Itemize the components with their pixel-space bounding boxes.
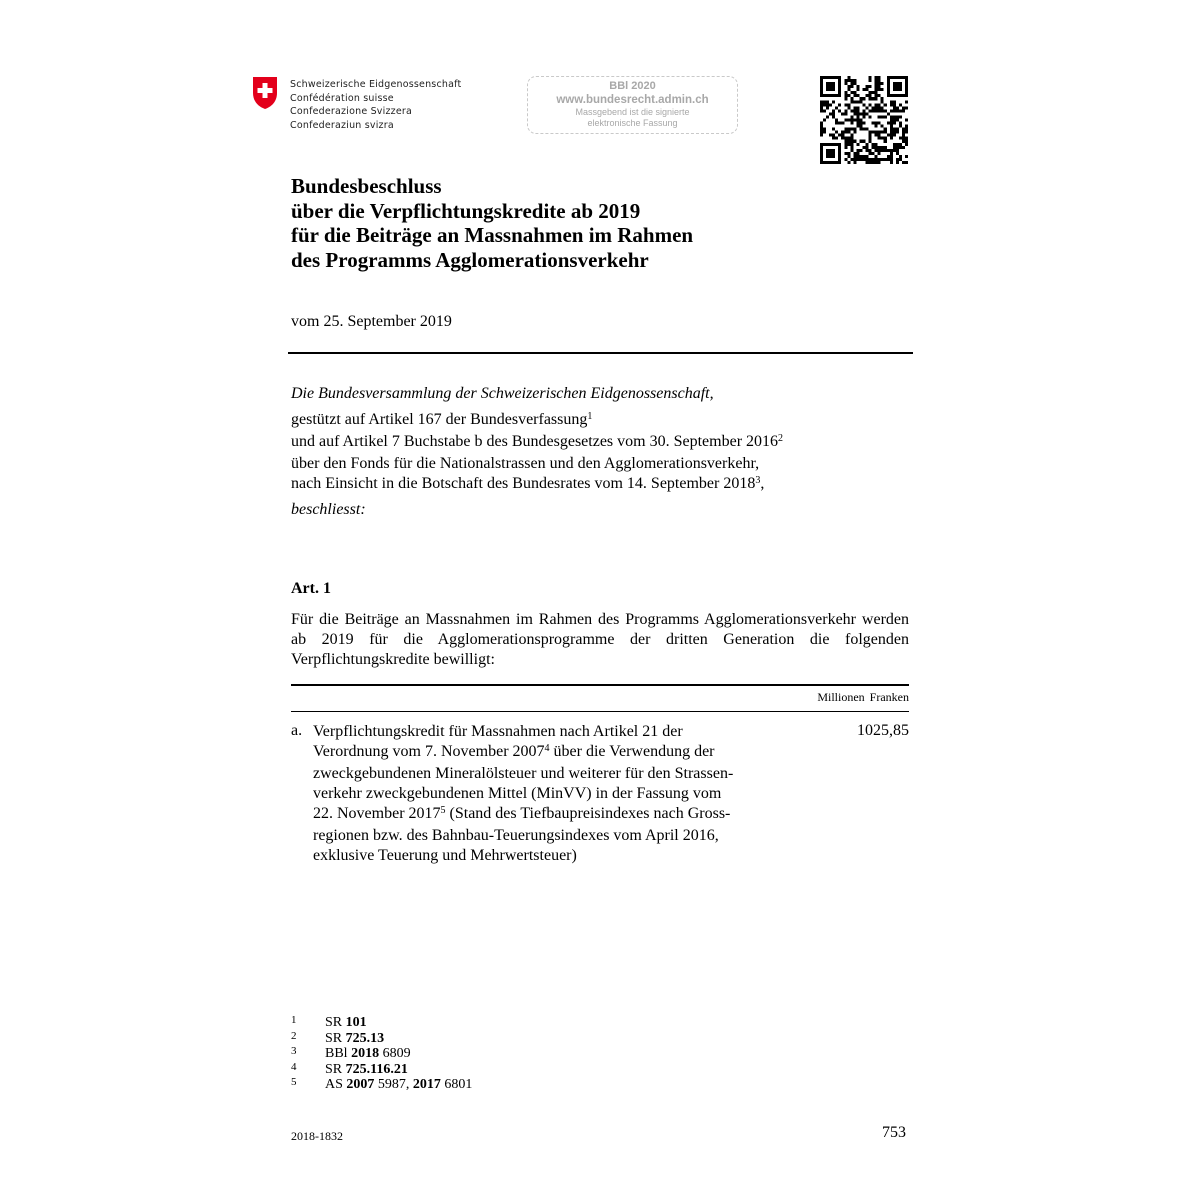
- preamble-line-1: gestützt auf Artikel 167 der Bundesverfassung$^1$: [291, 411, 593, 428]
- preamble: [291, 384, 911, 520]
- qr-code-icon: [820, 76, 908, 164]
- item-line-3: zweckgebundenen Mineralölsteuer und weiterer für den Strassen-: [313, 765, 734, 782]
- credit-item-amount: 1025,85: [857, 722, 909, 739]
- credit-item-description: [313, 722, 793, 866]
- agency-line-de: Schweizerische Eidgenossenschaft: [290, 79, 462, 90]
- preamble-line-4: nach Einsicht in die Botschaft des Bundesrates vom 14. September 2018$^3$,: [291, 475, 765, 492]
- item-line-6: regionen bzw. des Bahnbau-Teuerungsindexes vom April 2016,: [313, 827, 719, 844]
- title-line-4: des Programms Agglomerationsverkehr: [291, 247, 649, 272]
- preamble-line-2: und auf Artikel 7 Buchstabe b des Bundesgesetzes vom 30. September 2016$^2$: [291, 433, 784, 450]
- article-heading: Art. 1: [291, 580, 331, 597]
- agency-line-it: Confederazione Svizzera: [290, 106, 413, 117]
- official-publication-stamp: [527, 76, 738, 134]
- preamble-intro: Die Bundesversammlung der Schweizerischen Eidgenossenschaft,: [291, 385, 714, 402]
- footnote-ref-2[interactable]: 2: [778, 433, 784, 444]
- title-line-3: für die Beiträge an Massnahmen im Rahmen: [291, 223, 694, 247]
- credit-item-letter: a.: [291, 722, 303, 739]
- item-line-5: 22. November 2017$^5$ (Stand des Tiefbaupreisindexes nach Gross-: [313, 805, 731, 822]
- document-id: 2018-1832: [291, 1129, 343, 1143]
- footnote-ref-5[interactable]: 5: [440, 805, 446, 816]
- title-line-1: Bundesbeschluss: [291, 174, 442, 198]
- item-line-7: exklusive Teuerung und Mehrwertsteuer): [313, 847, 577, 864]
- item-line-4: verkehr zweckgebundenen Mittel (MinVV) in der Fassung vom: [313, 785, 722, 802]
- swiss-crest-icon: [252, 76, 278, 110]
- article-text: Für die Beiträge an Massnahmen im Rahmen des Programms Agglomerationsverkehr werden ab 2019 für die Agglomerationsprogramme der dritten Generation die folgenden Verpflichtungskredite bewilligt:: [291, 611, 909, 668]
- stamp-line-4: elektronische Fassung: [587, 118, 678, 128]
- agency-line-fr: Confédération suisse: [290, 92, 394, 104]
- title-divider: [288, 352, 913, 354]
- stamp-line-3: Massgebend ist die signierte: [575, 107, 690, 117]
- agency-name-block: [290, 78, 461, 132]
- item-line-1: Verpflichtungskredit für Massnahmen nach Artikel 21 der: [313, 723, 683, 740]
- title-line-2: über die Verpflichtungskredite ab 2019: [291, 198, 641, 223]
- stamp-line-1: BBl 2020: [609, 80, 656, 92]
- decree-date: vom 25. September 2019: [291, 313, 452, 330]
- document-title: [291, 174, 693, 272]
- stamp-line-2: www.bundesrecht.admin.ch: [556, 94, 709, 106]
- table-top-rule: [291, 684, 909, 686]
- amount-column-header: Millionen Franken: [817, 690, 909, 704]
- table-header-rule: [291, 711, 909, 712]
- footnote-ref-4[interactable]: 4: [544, 743, 550, 754]
- page-number: 753: [882, 1124, 906, 1141]
- item-line-2: Verordnung vom 7. November 2007$^4$ über die Verwendung der: [313, 743, 715, 760]
- agency-line-rm: Confederaziun svizra: [290, 119, 394, 131]
- preamble-resolves: beschliesst:: [291, 501, 366, 518]
- footnote-ref-1[interactable]: 1: [587, 411, 593, 422]
- preamble-line-3: über den Fonds für die Nationalstrassen und den Agglomerationsverkehr,: [291, 455, 760, 472]
- footnote-ref-3[interactable]: 3: [755, 475, 761, 486]
